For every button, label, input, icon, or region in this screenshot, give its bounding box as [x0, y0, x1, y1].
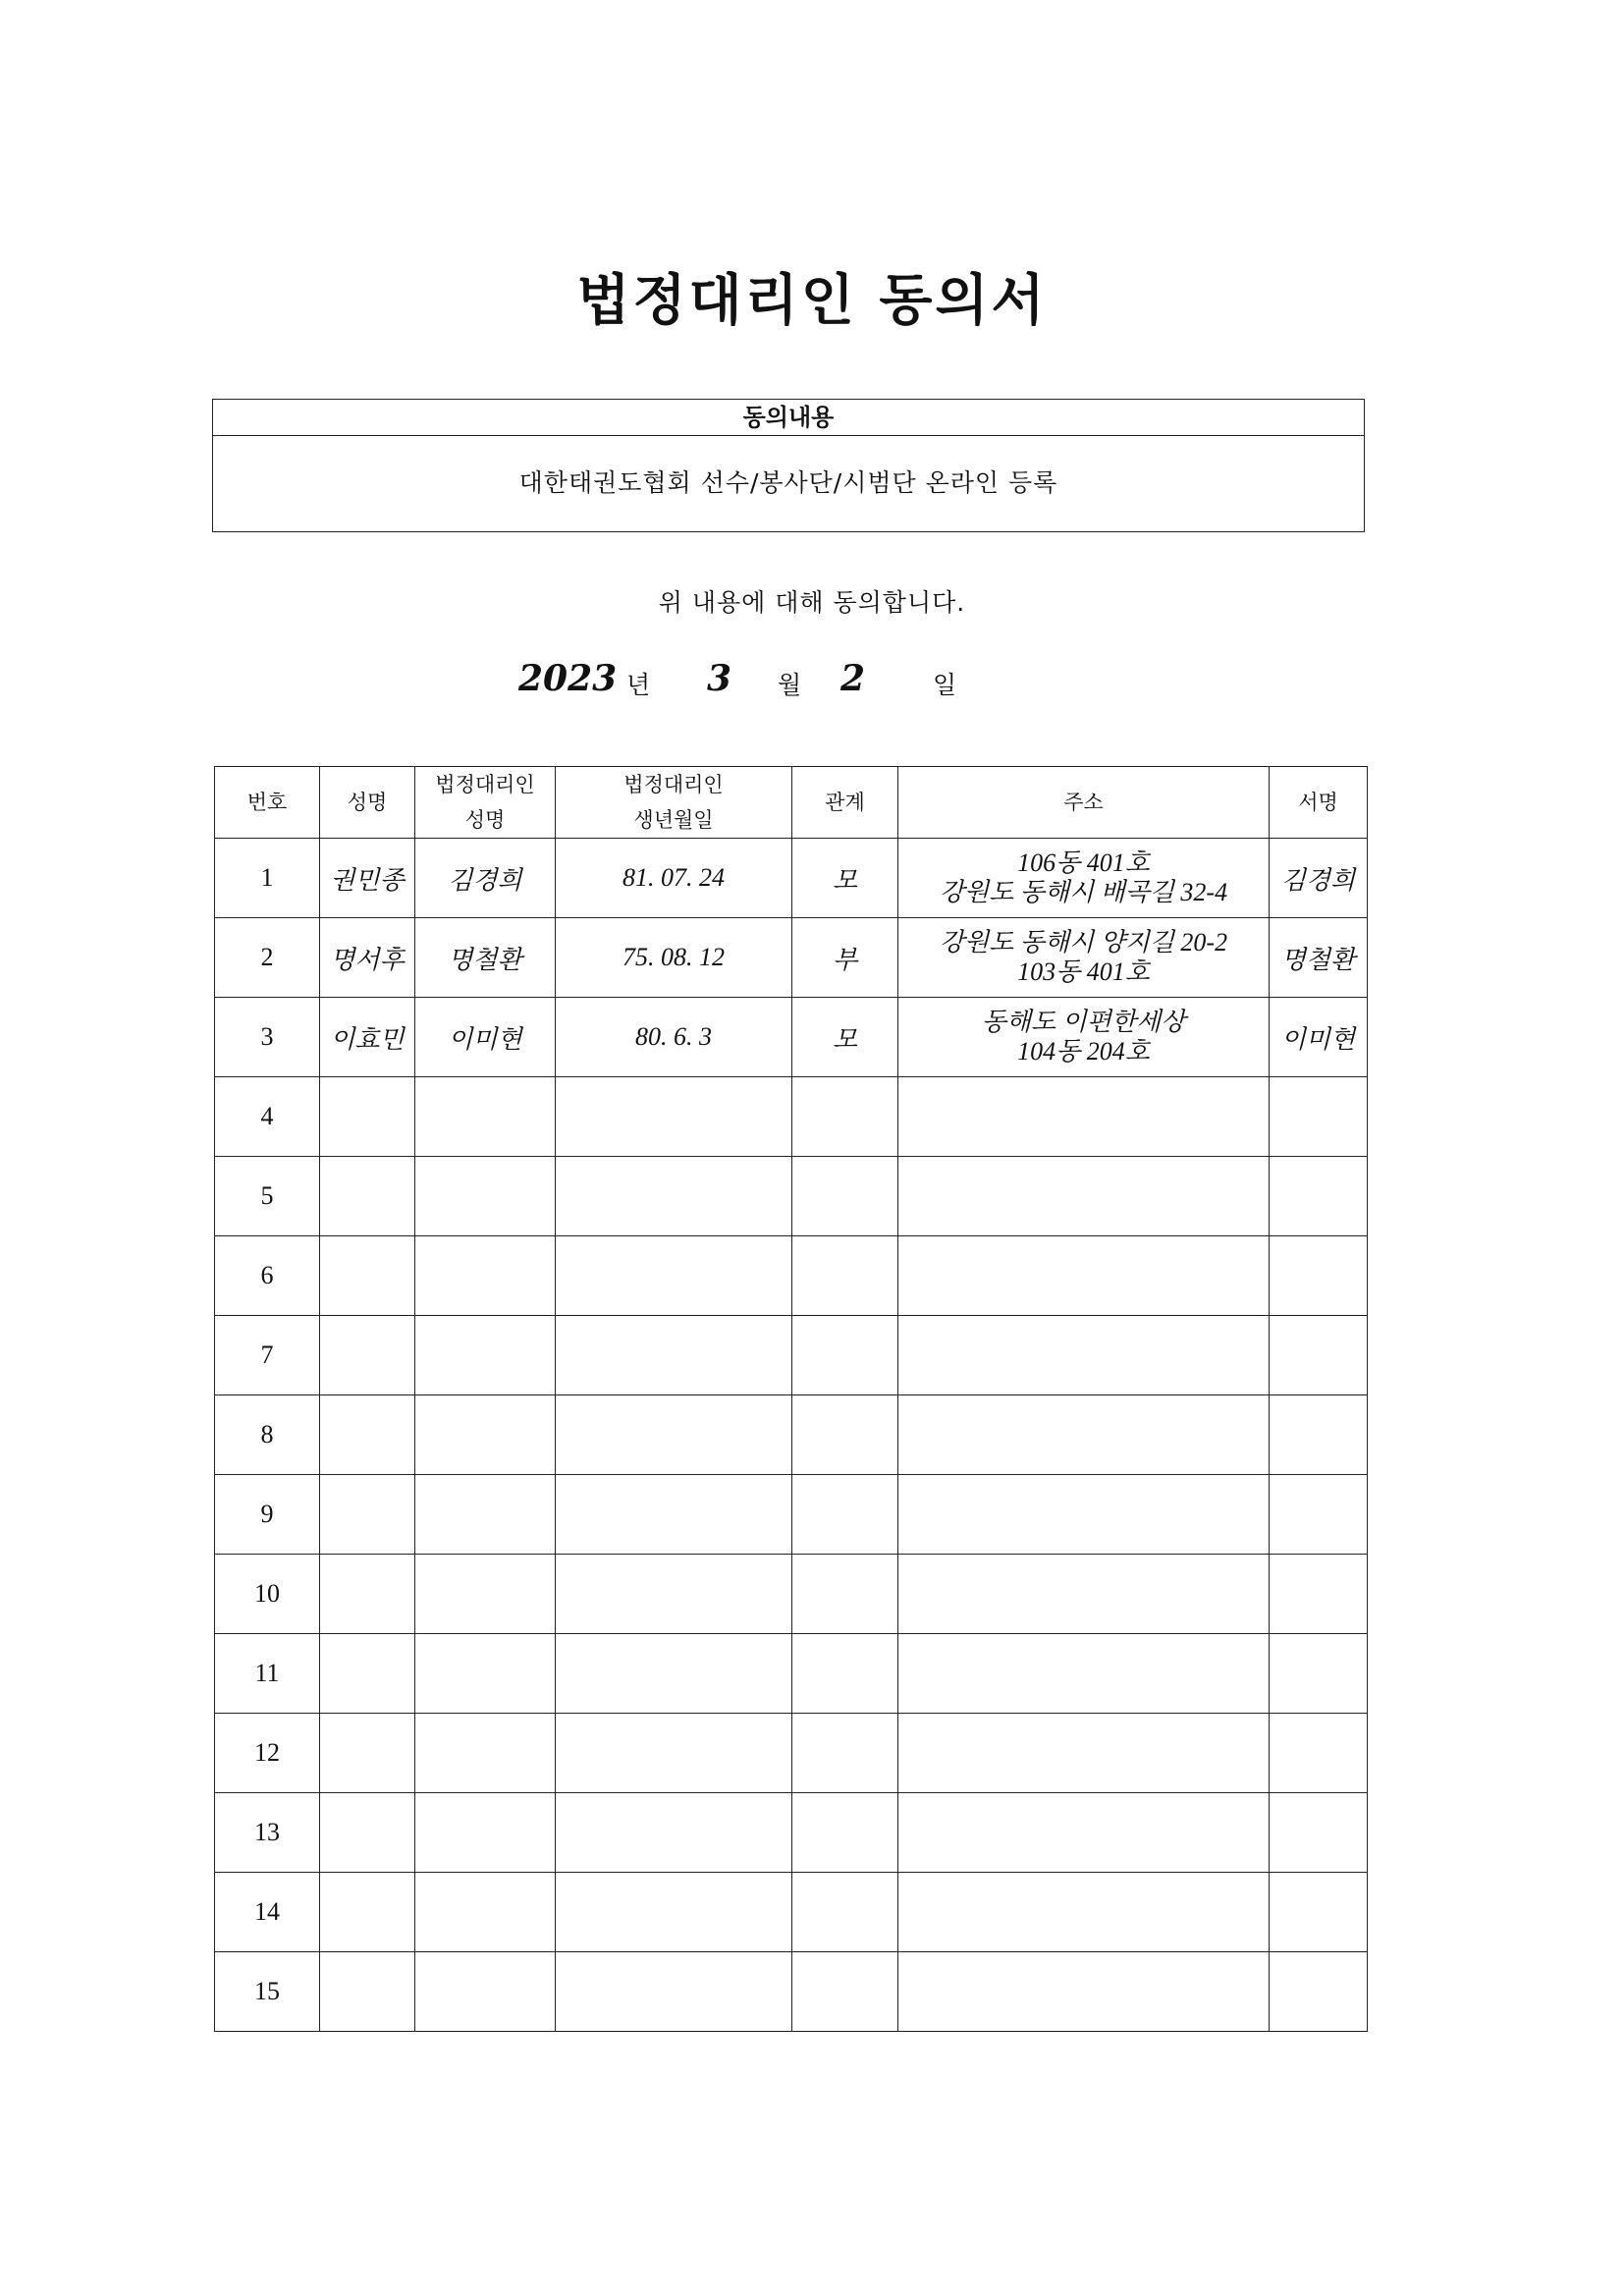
cell-name: 이효민 [320, 998, 415, 1077]
table-header-row [215, 767, 1368, 839]
cell-no: 15 [215, 1952, 320, 2032]
consent-box [212, 399, 1365, 532]
cell-relation [792, 1952, 898, 2032]
cell-address [898, 1793, 1270, 1873]
cell-guardian-name [415, 1475, 556, 1555]
header-signature: 서명 [1270, 767, 1368, 839]
cell-relation [792, 1316, 898, 1395]
table-row [215, 918, 1368, 998]
header-address: 주소 [898, 767, 1270, 839]
cell-guardian-birth [556, 1634, 792, 1714]
cell-signature [1270, 1236, 1368, 1316]
cell-signature [1270, 1952, 1368, 2032]
cell-relation [792, 1077, 898, 1157]
cell-name [320, 1236, 415, 1316]
cell-guardian-name [415, 1952, 556, 2032]
table-row [215, 1714, 1368, 1793]
table-body [215, 839, 1368, 2032]
cell-name: 명서후 [320, 918, 415, 998]
date-day: 2 [840, 658, 866, 699]
cell-name [320, 1475, 415, 1555]
cell-name [320, 1873, 415, 1952]
table-row [215, 998, 1368, 1077]
address-line1: 106동 401호 [1017, 848, 1150, 877]
cell-address [898, 1395, 1270, 1475]
cell-guardian-birth [556, 1395, 792, 1475]
address-line1: 강원도 동해시 양지길 20-2 [939, 928, 1228, 957]
cell-relation [792, 1555, 898, 1634]
cell-guardian-name [415, 1793, 556, 1873]
cell-guardian-name [415, 1634, 556, 1714]
cell-name [320, 1714, 415, 1793]
cell-relation: 부 [792, 918, 898, 998]
date-year-unit: 년 [626, 671, 651, 699]
cell-address [898, 839, 1270, 918]
cell-relation: 모 [792, 839, 898, 918]
cell-signature [1270, 1634, 1368, 1714]
cell-name [320, 1634, 415, 1714]
table-row [215, 1395, 1368, 1475]
date-month: 3 [707, 658, 732, 699]
cell-relation [792, 1395, 898, 1475]
table-row [215, 1634, 1368, 1714]
cell-signature [1270, 1475, 1368, 1555]
cell-no: 7 [215, 1316, 320, 1395]
address-line2: 104동 204호 [1017, 1037, 1150, 1066]
cell-address [898, 1475, 1270, 1555]
table-row [215, 1157, 1368, 1236]
table-row [215, 1555, 1368, 1634]
cell-relation [792, 1873, 898, 1952]
cell-guardian-birth [556, 1873, 792, 1952]
cell-guardian-name: 명철환 [415, 918, 556, 998]
cell-no: 13 [215, 1793, 320, 1873]
table-row [215, 1077, 1368, 1157]
cell-relation: 모 [792, 998, 898, 1077]
cell-guardian-name: 이미현 [415, 998, 556, 1077]
cell-guardian-name [415, 1873, 556, 1952]
cell-relation [792, 1157, 898, 1236]
cell-relation [792, 1634, 898, 1714]
cell-relation [792, 1236, 898, 1316]
address-line2: 103동 401호 [1017, 957, 1150, 986]
cell-no: 9 [215, 1475, 320, 1555]
header-guardian-name-line2: 성명 [464, 808, 506, 832]
table-row [215, 1236, 1368, 1316]
cell-address [898, 1634, 1270, 1714]
cell-guardian-birth: 75. 08. 12 [556, 918, 792, 998]
cell-address [898, 1873, 1270, 1952]
date-year: 2023 [518, 658, 618, 699]
date-day-unit: 일 [933, 671, 957, 699]
table-row [215, 1475, 1368, 1555]
cell-signature [1270, 1316, 1368, 1395]
cell-no: 1 [215, 839, 320, 918]
cell-signature: 김경희 [1270, 839, 1368, 918]
cell-name [320, 1077, 415, 1157]
cell-name [320, 1952, 415, 2032]
cell-signature: 명철환 [1270, 918, 1368, 998]
cell-signature [1270, 1714, 1368, 1793]
cell-no: 10 [215, 1555, 320, 1634]
cell-address [898, 918, 1270, 998]
cell-guardian-birth [556, 1793, 792, 1873]
cell-guardian-name [415, 1077, 556, 1157]
cell-guardian-birth [556, 1952, 792, 2032]
header-guardian-birth-line2: 생년월일 [633, 808, 714, 832]
cell-address [898, 1077, 1270, 1157]
cell-name [320, 1316, 415, 1395]
consent-header: 동의내용 [213, 400, 1364, 436]
cell-guardian-birth: 80. 6. 3 [556, 998, 792, 1077]
cell-no: 12 [215, 1714, 320, 1793]
cell-guardian-birth [556, 1077, 792, 1157]
cell-guardian-name: 김경희 [415, 839, 556, 918]
table-row [215, 1316, 1368, 1395]
cell-no: 14 [215, 1873, 320, 1952]
header-guardian-birth-line1: 법정대리인 [623, 773, 724, 796]
cell-relation [792, 1475, 898, 1555]
cell-guardian-name [415, 1714, 556, 1793]
cell-signature [1270, 1157, 1368, 1236]
cell-no: 4 [215, 1077, 320, 1157]
cell-signature [1270, 1793, 1368, 1873]
header-no: 번호 [215, 767, 320, 839]
header-guardian-name [415, 767, 556, 839]
cell-address [898, 1952, 1270, 2032]
cell-guardian-birth [556, 1236, 792, 1316]
document-title: 법정대리인 동의서 [576, 269, 1048, 333]
cell-name [320, 1793, 415, 1873]
cell-signature [1270, 1555, 1368, 1634]
cell-guardian-name [415, 1236, 556, 1316]
cell-guardian-birth: 81. 07. 24 [556, 839, 792, 918]
cell-guardian-birth [556, 1555, 792, 1634]
table-row [215, 1873, 1368, 1952]
cell-relation [792, 1714, 898, 1793]
table-row [215, 1793, 1368, 1873]
consent-text: 대한태권도협회 선수/봉사단/시범단 온라인 등록 [518, 468, 1058, 497]
table-row [215, 1952, 1368, 2032]
cell-name [320, 1157, 415, 1236]
cell-guardian-birth [556, 1714, 792, 1793]
header-relation: 관계 [792, 767, 898, 839]
cell-signature: 이미현 [1270, 998, 1368, 1077]
cell-name [320, 1555, 415, 1634]
cell-address [898, 1555, 1270, 1634]
cell-guardian-birth [556, 1475, 792, 1555]
address-line1: 동해도 이편한세상 [981, 1008, 1186, 1036]
cell-name: 권민종 [320, 839, 415, 918]
cell-guardian-name [415, 1157, 556, 1236]
cell-no: 2 [215, 918, 320, 998]
cell-name [320, 1395, 415, 1475]
header-name: 성명 [320, 767, 415, 839]
cell-guardian-name [415, 1316, 556, 1395]
cell-guardian-name [415, 1395, 556, 1475]
cell-guardian-birth [556, 1316, 792, 1395]
cell-no: 11 [215, 1634, 320, 1714]
cell-signature [1270, 1395, 1368, 1475]
cell-no: 5 [215, 1157, 320, 1236]
cell-guardian-birth [556, 1157, 792, 1236]
cell-address [898, 1316, 1270, 1395]
cell-signature [1270, 1873, 1368, 1952]
cell-no: 3 [215, 998, 320, 1077]
cell-address [898, 1236, 1270, 1316]
table-row [215, 839, 1368, 918]
cell-address [898, 1157, 1270, 1236]
cell-address [898, 998, 1270, 1077]
cell-relation [792, 1793, 898, 1873]
header-guardian-birth [556, 767, 792, 839]
cell-no: 6 [215, 1236, 320, 1316]
header-guardian-name-line1: 법정대리인 [435, 773, 535, 796]
cell-address [898, 1714, 1270, 1793]
cell-signature [1270, 1077, 1368, 1157]
address-line2: 강원도 동해시 배곡길 32-4 [939, 878, 1228, 906]
date-month-unit: 월 [778, 671, 802, 699]
cell-no: 8 [215, 1395, 320, 1475]
cell-guardian-name [415, 1555, 556, 1634]
guardian-roster-table [214, 766, 1368, 2032]
agreement-statement: 위 내용에 대해 동의합니다. [658, 588, 966, 617]
